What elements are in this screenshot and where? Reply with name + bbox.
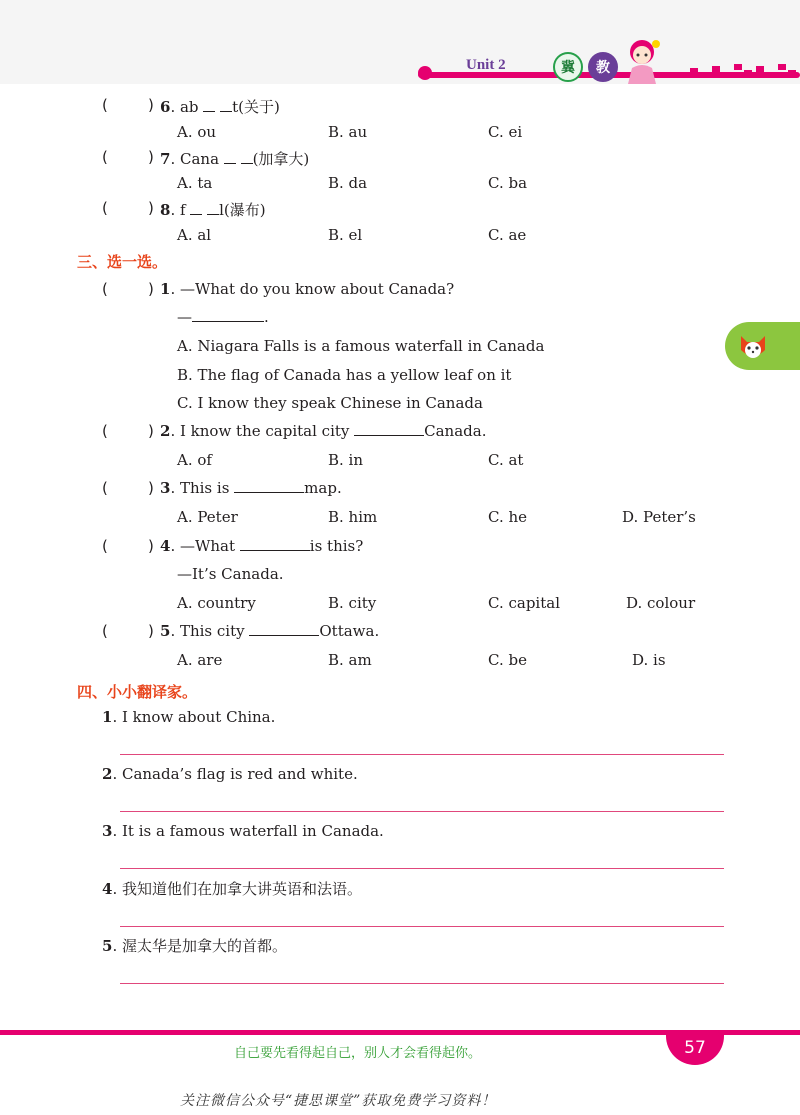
option[interactable]: B. am (328, 651, 372, 669)
option[interactable]: B. au (328, 123, 368, 141)
option[interactable]: A. Peter (177, 508, 238, 526)
option[interactable]: A. country (177, 594, 256, 612)
answer-line[interactable] (120, 983, 724, 984)
header-rule-dot (418, 66, 432, 80)
fox-mascot-icon (737, 330, 769, 362)
checker-pattern-icon (690, 60, 800, 80)
option[interactable]: C. ae (488, 226, 527, 244)
option[interactable]: B. el (328, 226, 363, 244)
dialogue-reply: —It’s Canada. (177, 565, 284, 583)
option[interactable]: A. are (177, 651, 223, 669)
handwritten-note: 关注微信公众号“捷思课堂”获取免费学习资料！ (180, 1093, 497, 1109)
answer-line[interactable] (120, 868, 724, 869)
option[interactable]: C. ei (488, 123, 523, 141)
girl-mascot-icon (618, 34, 668, 86)
edition-badge-jiao: 教 (588, 52, 618, 82)
translation-item-5: 5. 渥太华是加拿大的首都。 (102, 937, 287, 955)
answer-line[interactable] (120, 754, 724, 755)
option[interactable]: C. he (488, 508, 528, 526)
option[interactable]: B. The flag of Canada has a yellow leaf on it (177, 366, 512, 384)
answer-line[interactable] (120, 811, 724, 812)
section-4-title: 四、小小翻译家。 (77, 683, 198, 701)
translation-item-1: 1. I know about China. (102, 708, 276, 726)
option[interactable]: C. at (488, 451, 524, 469)
option[interactable]: C. capital (488, 594, 560, 612)
option[interactable]: D. Peter’s (622, 508, 696, 526)
option[interactable]: A. ou (177, 123, 217, 141)
translation-item-4: 4. 我知道他们在加拿大讲英语和法语。 (102, 880, 362, 898)
option[interactable]: A. al (177, 226, 212, 244)
option[interactable]: A. of (177, 451, 212, 469)
option[interactable]: D. colour (626, 594, 696, 612)
translation-item-2: 2. Canada’s flag is red and white. (102, 765, 358, 783)
option[interactable]: A. ta (177, 174, 213, 192)
option[interactable]: B. him (328, 508, 378, 526)
page-number: 57 (666, 1031, 724, 1065)
option[interactable]: B. da (328, 174, 368, 192)
unit-label: Unit 2 (466, 57, 506, 73)
option[interactable]: D. is (632, 651, 666, 669)
section-3-title: 三、选一选。 (77, 253, 168, 271)
footer-motto: 自己要先看得起自己，别人才会看得起你。 (234, 1046, 482, 1061)
option[interactable]: C. ba (488, 174, 528, 192)
edition-badge-ji: 冀 (553, 52, 583, 82)
translation-item-3: 3. It is a famous waterfall in Canada. (102, 822, 384, 840)
option[interactable]: A. Niagara Falls is a famous waterfall in Canada (177, 337, 545, 355)
option[interactable]: B. in (328, 451, 364, 469)
option[interactable]: B. city (328, 594, 377, 612)
option[interactable]: C. I know they speak Chinese in Canada (177, 394, 483, 412)
answer-line[interactable] (120, 926, 724, 927)
option[interactable]: C. be (488, 651, 527, 669)
answer-blank-line[interactable]: — . (177, 308, 269, 326)
